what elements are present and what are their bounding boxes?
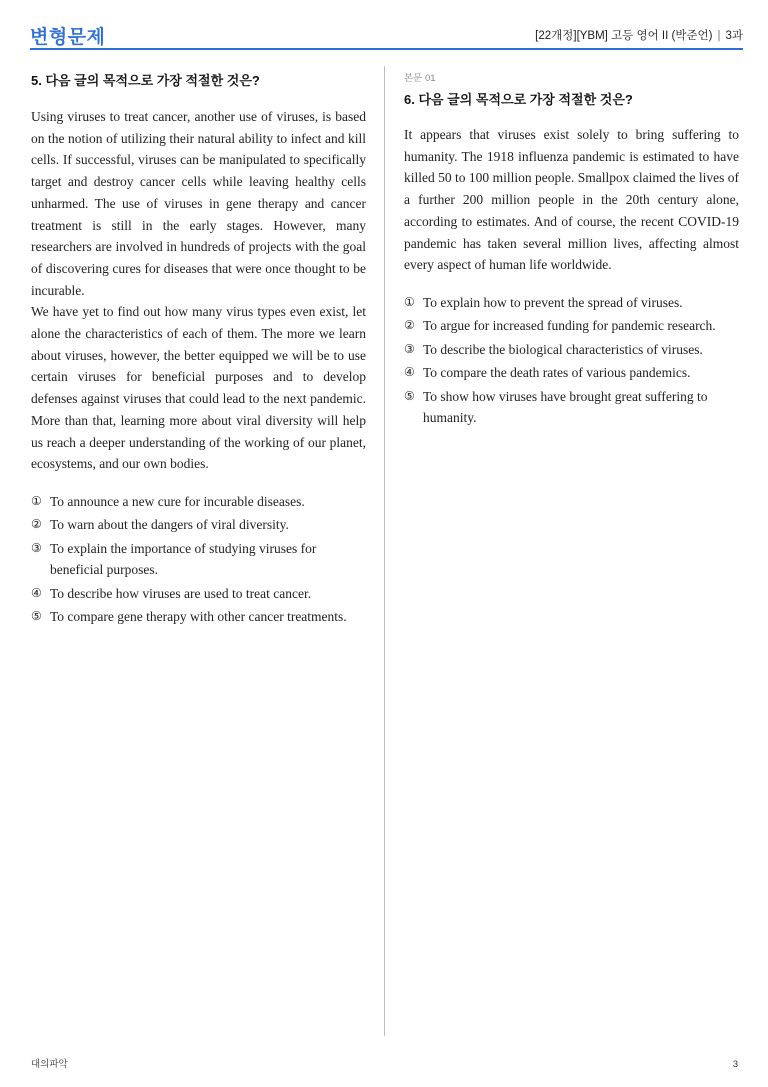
- page-header: [30, 22, 743, 50]
- choice-item[interactable]: [31, 514, 366, 536]
- choice-text: To warn about the dangers of viral diversity.: [50, 517, 289, 533]
- choice-text: To describe the biological characteristics of viruses.: [423, 341, 703, 357]
- choice-item[interactable]: [404, 292, 739, 314]
- choice-number: ①: [31, 493, 42, 508]
- choice-item[interactable]: [404, 315, 739, 337]
- source-tag: 본문 01: [404, 73, 436, 84]
- choice-item[interactable]: [404, 362, 739, 384]
- choice-text: To explain how to prevent the spread of viruses.: [423, 294, 683, 310]
- choice-text: To compare gene therapy with other cancer treatments.: [50, 609, 347, 625]
- choice-text: To argue for increased funding for pandemic research.: [423, 318, 716, 334]
- choice-number: ⑤: [31, 609, 42, 624]
- choice-number: ③: [404, 341, 415, 356]
- choice-text: To announce a new cure for incurable diseases.: [50, 493, 305, 509]
- choice-number: ①: [404, 294, 415, 309]
- choice-item[interactable]: [31, 583, 366, 605]
- choice-item[interactable]: [31, 538, 366, 581]
- choice-text: To explain the importance of studying viruses for beneficial purposes.: [50, 540, 317, 578]
- brand-title: 변형문제: [30, 27, 106, 48]
- question-6-choices: [404, 292, 739, 429]
- question-6: [404, 70, 739, 431]
- textbook-info: [22개정][YBM] 고등 영어 II (박준언): [535, 30, 713, 42]
- question-5-title: 5. 다음 글의 목적으로 가장 적절한 것은?: [31, 73, 260, 88]
- choice-text: To show how viruses have brought great suffering to humanity.: [423, 388, 708, 426]
- choice-number: ④: [404, 365, 415, 380]
- choice-number: ③: [31, 540, 42, 555]
- passage-paragraph: We have yet to find out how many virus types even exist, let alone the characteristics of each of them. The more we learn about viruses, however, the better equipped we will be to use certain viruses for beneficial purposes and to develop defenses against viruses that could lead to the next pandemic. More than that, learning more about viral diversity will help us reach a deeper understanding of the working of our planet, ecosystems, and our own bodies.: [31, 304, 366, 472]
- question-5-passage: [31, 106, 366, 475]
- choice-item[interactable]: [31, 491, 366, 513]
- choice-text: To describe how viruses are used to treat cancer.: [50, 585, 312, 601]
- passage-paragraph: Using viruses to treat cancer, another use of viruses, is based on the notion of utilizing their natural ability to infect and kill cells. If successful, viruses can be manipulated to specifically target and destroy cancer cells while leaving healthy cells unharmed. The use of viruses in gene therapy and cancer treatment is still in the early stages. However, many researchers are involved in hundreds of projects with the goal of discovering cures for diseases that were once thought to be incurable.: [31, 109, 366, 298]
- footer-publisher: 대의파악: [31, 1059, 68, 1070]
- header-meta: [535, 27, 743, 43]
- header-separator: |: [717, 30, 721, 42]
- page-number: 3: [732, 1059, 738, 1070]
- choice-item[interactable]: [404, 386, 739, 429]
- passage-paragraph: It appears that viruses exist solely to bring suffering to humanity. The 1918 influenza pandemic is estimated to have killed 50 to 100 million people. Smallpox claimed the lives of a further 200 million people in the 20th century alone, according to estimates. And of course, the recent COVID-19 pandemic has taken several million lives, affecting almost every aspect of human life worldwide.: [404, 127, 739, 273]
- choice-item[interactable]: [404, 339, 739, 361]
- choice-number: ④: [31, 585, 42, 600]
- column-divider: [384, 66, 385, 1036]
- question-6-passage: [404, 124, 739, 276]
- choice-number: ⑤: [404, 388, 415, 403]
- question-6-title: 6. 다음 글의 목적으로 가장 적절한 것은?: [404, 92, 633, 107]
- question-5-choices: [31, 491, 366, 628]
- question-5: [31, 70, 366, 630]
- choice-number: ②: [31, 517, 42, 532]
- lesson-label: 3과: [725, 30, 743, 42]
- choice-number: ②: [404, 318, 415, 333]
- choice-item[interactable]: [31, 606, 366, 628]
- choice-text: To compare the death rates of various pandemics.: [423, 365, 691, 381]
